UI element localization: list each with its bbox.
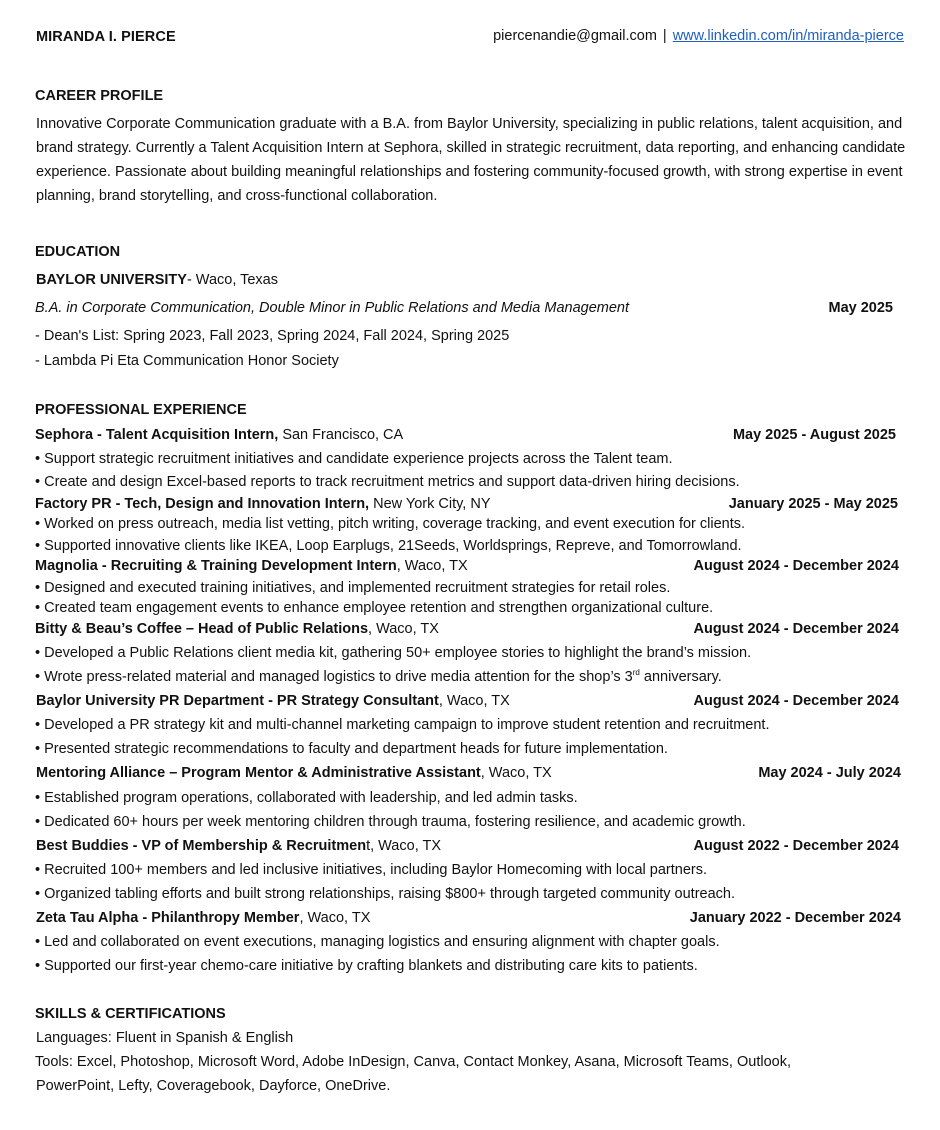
skills-heading: SKILLS & CERTIFICATIONS bbox=[35, 1006, 226, 1022]
job-bullet: • Organized tabling efforts and built strong relationships, raising $800+ through targeted community outreach. bbox=[35, 886, 736, 902]
job-title-line bbox=[36, 693, 510, 709]
school-location: - Waco, Texas bbox=[186, 272, 278, 288]
job-date: August 2024 - December 2024 bbox=[693, 558, 899, 574]
job-role: Best Buddies - VP of Membership & Recruitmen bbox=[36, 838, 367, 854]
skills-tools-continued: PowerPoint, Lefty, Coveragebook, Dayforce, OneDrive. bbox=[36, 1078, 391, 1094]
job-title-line bbox=[35, 621, 439, 637]
education-heading: EDUCATION bbox=[35, 244, 121, 260]
job-date: May 2024 - July 2024 bbox=[758, 765, 901, 781]
job-location: , Waco, TX bbox=[368, 621, 439, 637]
job-bullet: • Supported our first-year chemo-care initiative by crafting blankets and distributing care kits to patients. bbox=[35, 958, 698, 974]
job-date: May 2025 - August 2025 bbox=[732, 427, 896, 443]
skills-languages: Languages: Fluent in Spanish & English bbox=[36, 1030, 294, 1046]
job-role: Zeta Tau Alpha - Philanthropy Member bbox=[36, 910, 300, 926]
job-location: New York City, NY bbox=[369, 496, 491, 512]
email-text: piercenandie@gmail.com bbox=[493, 28, 657, 44]
job-date: August 2024 - December 2024 bbox=[693, 693, 899, 709]
job-bullet: • Create and design Excel-based reports to track recruitment metrics and support data-driven hiring decisions. bbox=[35, 474, 740, 490]
job-bullet: • Developed a PR strategy kit and multi-channel marketing campaign to improve student retention and recruitment. bbox=[35, 717, 770, 733]
job-bullet-text: • Wrote press-related material and managed logistics to drive media attention for the shop’s 3 bbox=[35, 669, 633, 685]
job-role: Baylor University PR Department - PR Strategy Consultant bbox=[36, 693, 439, 709]
job-bullet-tail: anniversary. bbox=[639, 669, 722, 685]
job-bullet: • Dedicated 60+ hours per week mentoring children through trauma, fostering resilience, and academic growth. bbox=[35, 814, 746, 830]
job-bullet: • Worked on press outreach, media list vetting, pitch writing, coverage tracking, and event execution for clients. bbox=[35, 516, 746, 532]
job-bullet: • Established program operations, collaborated with leadership, and led admin tasks. bbox=[35, 790, 578, 806]
job-location: San Francisco, CA bbox=[278, 427, 404, 443]
job-bullet: • Support strategic recruitment initiatives and candidate experience projects across the Talent team. bbox=[35, 451, 673, 467]
job-title-line bbox=[36, 910, 370, 926]
job-location: t, Waco, TX bbox=[366, 838, 442, 854]
job-location: , Waco, TX bbox=[396, 558, 468, 574]
linkedin-link[interactable]: www.linkedin.com/in/miranda-pierce bbox=[672, 28, 904, 44]
job-date: January 2022 - December 2024 bbox=[689, 910, 901, 926]
job-location: , Waco, TX bbox=[438, 693, 510, 709]
job-bullet-with-superscript bbox=[35, 669, 722, 685]
job-title-line bbox=[35, 558, 468, 574]
degree-line: B.A. in Corporate Communication, Double Minor in Public Relations and Media Management bbox=[35, 300, 629, 316]
job-title-line bbox=[36, 838, 441, 854]
job-location: , Waco, TX bbox=[480, 765, 552, 781]
skills-tools: Tools: Excel, Photoshop, Microsoft Word, Adobe InDesign, Canva, Contact Monkey, Asana, Microsoft Teams, Outlook, bbox=[35, 1054, 791, 1070]
school-name: BAYLOR UNIVERSITY bbox=[36, 272, 187, 288]
job-date: August 2022 - December 2024 bbox=[693, 838, 899, 854]
education-item: - Dean's List: Spring 2023, Fall 2023, Spring 2024, Fall 2024, Spring 2025 bbox=[35, 328, 510, 344]
job-role: Sephora - Talent Acquisition Intern, bbox=[35, 427, 279, 443]
job-date: January 2025 - May 2025 bbox=[728, 496, 898, 512]
job-title-line bbox=[35, 496, 491, 512]
career-profile-text: Innovative Corporate Communication graduate with a B.A. from Baylor University, specializing in public relations, talent acquisition, and brand strategy. Currently a Talent Acquisition Intern at Sephora, skilled in strategic recruitment, data reporting, and enhancing candidate experience. Passionate about building meaningful relationships and fostering community-focused growth, with strong expertise in event planning, brand storytelling, and cross-functional collaboration. bbox=[36, 116, 906, 204]
job-role: Factory PR - Tech, Design and Innovation Intern, bbox=[35, 496, 370, 512]
contact-separator: | bbox=[662, 28, 667, 44]
job-bullet: • Recruited 100+ members and led inclusive initiatives, including Baylor Homecoming with local partners. bbox=[35, 862, 707, 878]
job-bullet: • Designed and executed training initiatives, and implemented recruitment strategies for retail roles. bbox=[35, 580, 671, 596]
job-date: August 2024 - December 2024 bbox=[693, 621, 899, 637]
job-bullet: • Developed a Public Relations client media kit, gathering 50+ employee stories to highlight the brand’s mission. bbox=[35, 645, 752, 661]
job-role: Bitty & Beau’s Coffee – Head of Public Relations bbox=[35, 621, 369, 637]
experience-heading: PROFESSIONAL EXPERIENCE bbox=[35, 402, 247, 418]
job-title-line bbox=[36, 765, 552, 781]
career-profile-heading: CAREER PROFILE bbox=[35, 88, 164, 104]
job-role: Magnolia - Recruiting & Training Development Intern bbox=[35, 558, 397, 574]
education-item: - Lambda Pi Eta Communication Honor Society bbox=[35, 353, 339, 369]
ordinal-superscript: rd bbox=[632, 668, 640, 678]
job-bullet: • Supported innovative clients like IKEA, Loop Earplugs, 21Seeds, Worldsprings, Repreve, and Tomorrowland. bbox=[35, 538, 742, 554]
school-line bbox=[36, 272, 278, 288]
job-role: Mentoring Alliance – Program Mentor & Administrative Assistant bbox=[36, 765, 481, 781]
job-title-line bbox=[35, 427, 403, 443]
job-bullet: • Led and collaborated on event executions, managing logistics and ensuring alignment with chapter goals. bbox=[35, 934, 720, 950]
degree-date: May 2025 bbox=[828, 300, 893, 316]
job-bullet: • Presented strategic recommendations to faculty and department heads for future implementation. bbox=[35, 741, 668, 757]
job-bullet: • Created team engagement events to enhance employee retention and strengthen organizational culture. bbox=[35, 600, 714, 616]
contact-info bbox=[493, 28, 904, 44]
candidate-name: MIRANDA I. PIERCE bbox=[36, 29, 176, 45]
job-location: , Waco, TX bbox=[299, 910, 371, 926]
